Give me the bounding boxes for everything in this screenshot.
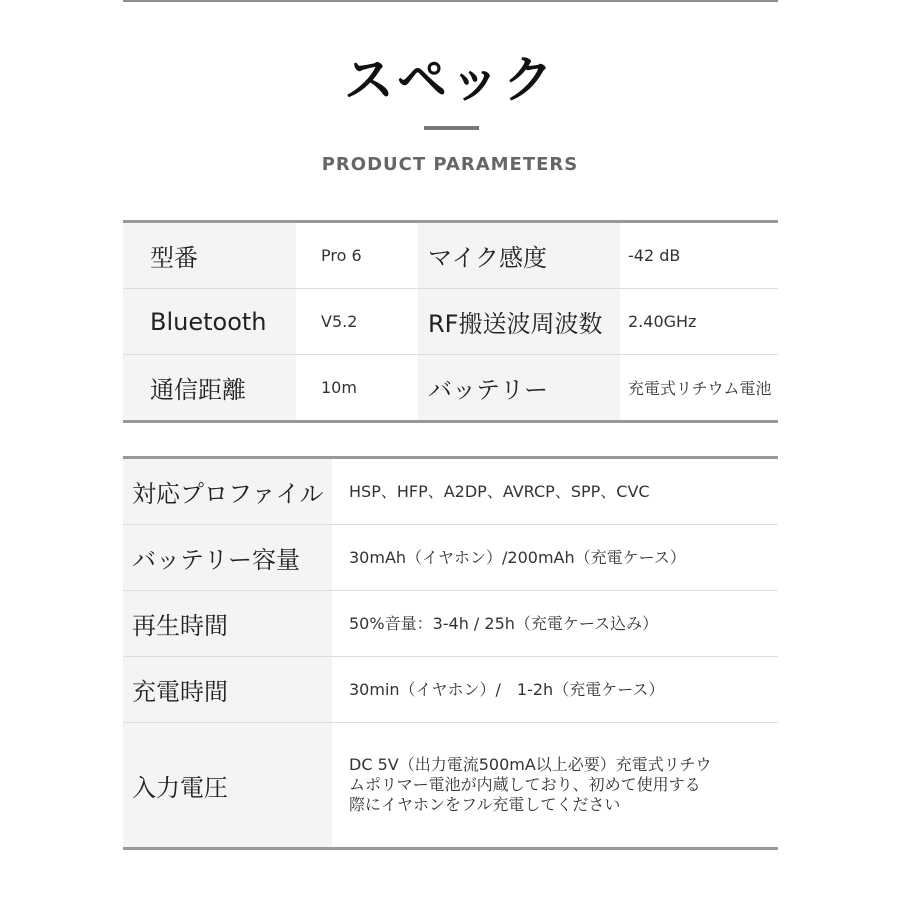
spec-value: V5.2 bbox=[321, 312, 358, 331]
spec-label: 対応プロファイル bbox=[123, 459, 332, 524]
spec-label: RF搬送波周波数 bbox=[418, 289, 620, 354]
table-row bbox=[123, 591, 778, 657]
spec-label: Bluetooth bbox=[123, 289, 296, 354]
page-subtitle: PRODUCT PARAMETERS bbox=[321, 154, 579, 175]
spec-value: 50%音量：3-4h / 25h（充電ケース込み） bbox=[349, 613, 659, 633]
spec-value-line: ムポリマー電池が内蔵しており、初めて使用する bbox=[349, 775, 701, 794]
spec-label: バッテリー容量 bbox=[123, 525, 332, 590]
spec-label: バッテリー bbox=[418, 355, 620, 420]
table-row bbox=[123, 459, 778, 525]
table-row bbox=[123, 723, 778, 847]
spec-label: 再生時間 bbox=[123, 591, 332, 656]
spec-label: 通信距離 bbox=[123, 355, 296, 420]
spec-value: 30min（イヤホン）/ 1-2h（充電ケース） bbox=[349, 679, 665, 699]
spec-label: 型番 bbox=[123, 223, 296, 288]
spec-label: マイク感度 bbox=[418, 223, 620, 288]
spec-table-basic bbox=[123, 220, 778, 423]
spec-value: 30mAh（イヤホン）/200mAh（充電ケース） bbox=[349, 547, 686, 567]
spec-label: 入力電圧 bbox=[123, 723, 332, 847]
spec-value: Pro 6 bbox=[321, 246, 362, 265]
spec-value bbox=[332, 723, 778, 847]
spec-value: 充電式リチウム電池 bbox=[628, 379, 772, 398]
title-underline bbox=[424, 126, 479, 130]
table-row bbox=[123, 525, 778, 591]
table-row bbox=[123, 657, 778, 723]
spec-value: HSP、HFP、A2DP、AVRCP、SPP、CVC bbox=[349, 481, 650, 501]
spec-value: 10m bbox=[321, 378, 357, 397]
table-row bbox=[123, 289, 778, 355]
spec-value-line: DC 5V（出力電流500mA以上必要）充電式リチウ bbox=[349, 755, 712, 774]
spec-value: -42 dB bbox=[628, 246, 681, 265]
page-title: スペック bbox=[344, 51, 556, 109]
spec-label: 充電時間 bbox=[123, 657, 332, 722]
spec-table-detail bbox=[123, 456, 778, 850]
top-divider bbox=[123, 0, 778, 2]
spec-value: 2.40GHz bbox=[628, 312, 697, 331]
table-row bbox=[123, 223, 778, 289]
spec-value-line: 際にイヤホンをフル充電してください bbox=[349, 795, 621, 814]
table-row bbox=[123, 355, 778, 420]
